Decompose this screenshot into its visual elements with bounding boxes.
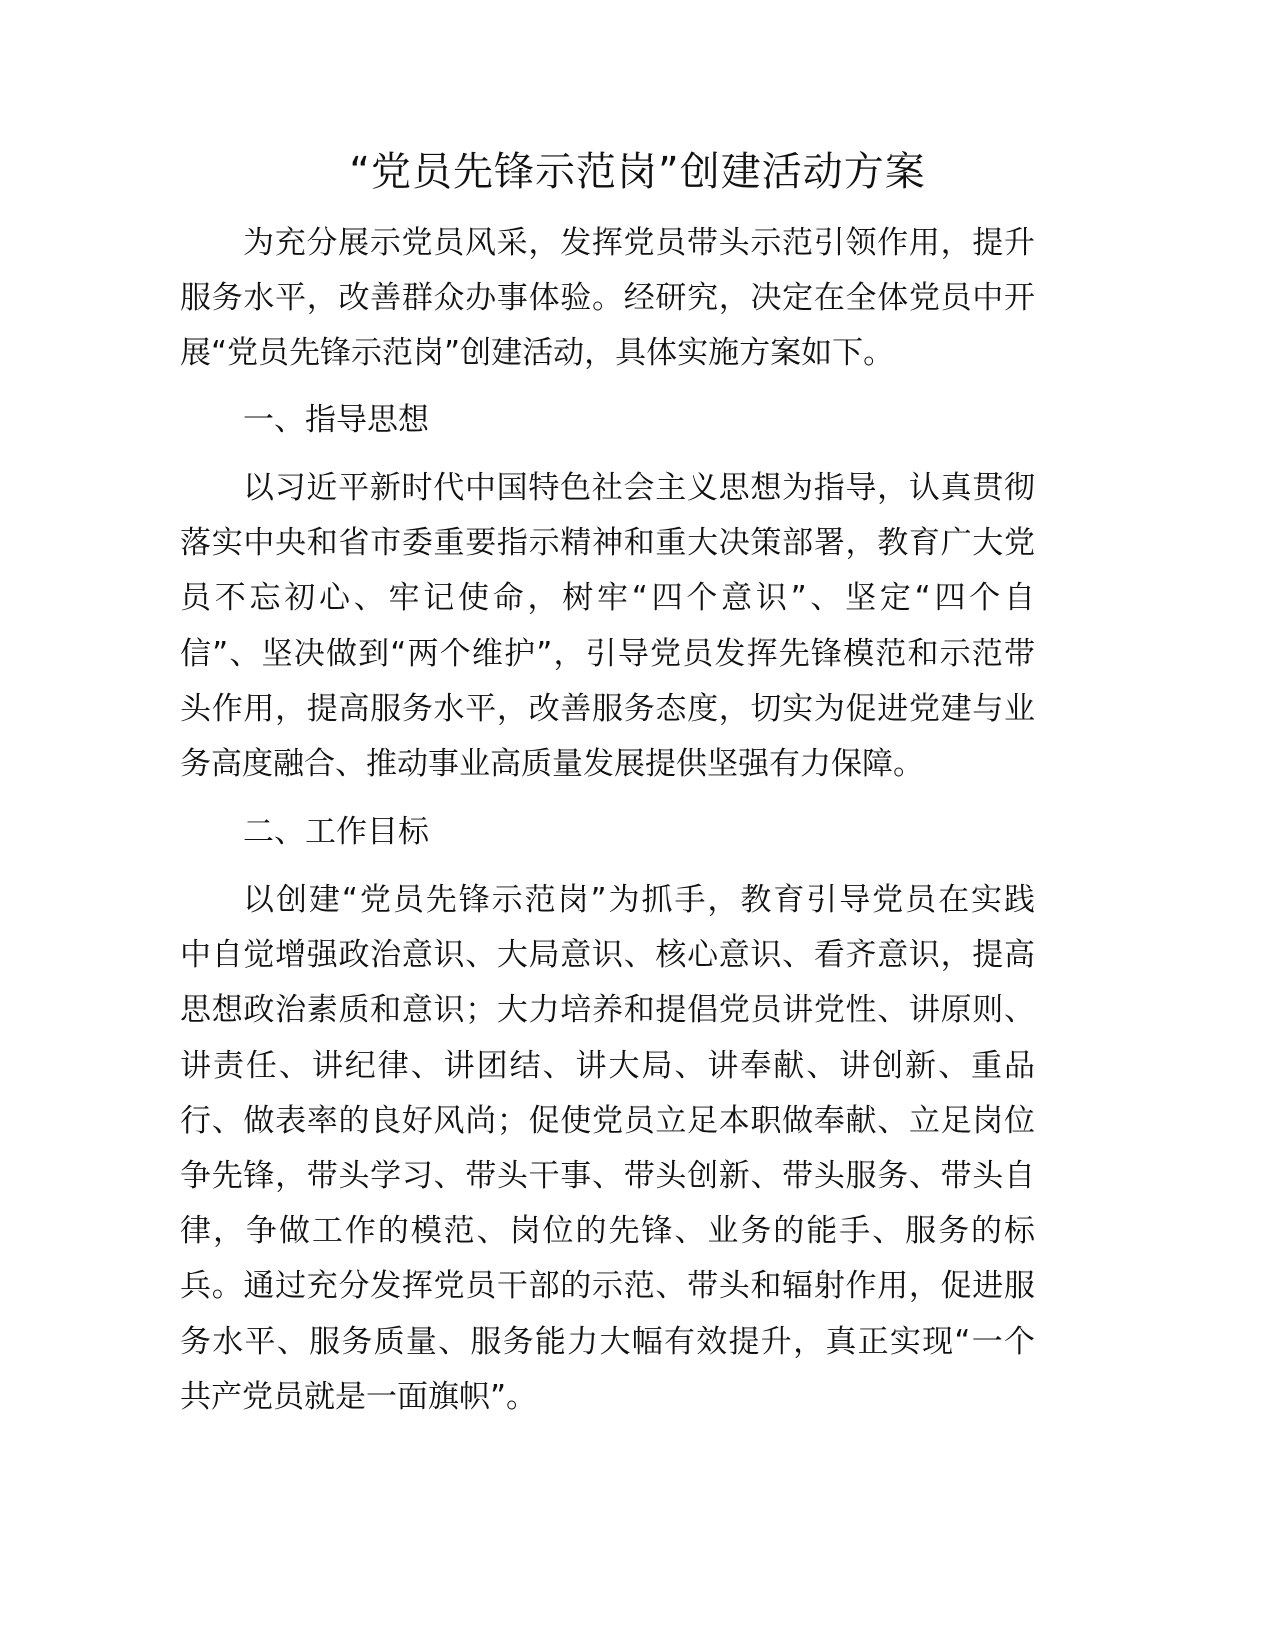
paragraph xyxy=(180,873,1035,1425)
text-line: 务水平、服务质量、服务能力大幅有效提升，真正实现“一个 xyxy=(180,1323,1035,1360)
text-line: 以创建“党员先锋示范岗”为抓手，教育引导党员在实践 xyxy=(243,882,1035,918)
text-line: 二、工作目标 xyxy=(243,814,429,850)
text-line: 行、做表率的良好风尚；促使党员立足本职做奉献、立足岗位 xyxy=(180,1102,1035,1139)
text-line: 以习近平新时代中国特色社会主义思想为指导，认真贯彻 xyxy=(243,470,1035,506)
text-line: 一、指导思想 xyxy=(243,402,429,438)
document-title: “党员先锋示范岗”创建活动方案 xyxy=(349,149,926,195)
paragraph xyxy=(180,216,1035,382)
text-line: 为充分展示党员风采，发挥党员带头示范引领作用，提升 xyxy=(243,225,1035,261)
paragraph xyxy=(180,461,1035,792)
text-line: 共产党员就是一面旗帜”。 xyxy=(180,1378,538,1415)
text-line: 中自觉增强政治意识、大局意识、核心意识、看齐意识，提高 xyxy=(180,937,1035,974)
text-line: 务高度融合、推动事业高质量发展提供坚强有力保障。 xyxy=(180,745,924,782)
text-line: 信”、坚决做到“两个维护”，引导党员发挥先锋模范和示范带 xyxy=(180,635,1035,672)
text-line: 展“党员先锋示范岗”创建活动，具体实施方案如下。 xyxy=(180,335,895,372)
text-line: 兵。通过充分发挥党员干部的示范、带头和辐射作用，促进服 xyxy=(180,1268,1035,1305)
text-line: 讲责任、讲纪律、讲团结、讲大局、讲奉献、讲创新、重品 xyxy=(180,1047,1035,1084)
section-heading xyxy=(180,393,1035,448)
text-line: 落实中央和省市委重要指示精神和重大决策部署，教育广大党 xyxy=(180,525,1035,562)
text-line: 争先锋，带头学习、带头干事、带头创新、带头服务、带头自 xyxy=(180,1157,1035,1194)
section-heading xyxy=(180,805,1035,860)
text-line: 员不忘初心、牢记使命，树牢“四个意识”、坚定“四个自 xyxy=(180,580,1035,617)
text-line: 律，争做工作的模范、岗位的先锋、业务的能手、服务的标 xyxy=(180,1213,1035,1250)
text-line: 头作用，提高服务水平，改善服务态度，切实为促进党建与业 xyxy=(180,690,1035,727)
text-line: 思想政治素质和意识；大力培养和提倡党员讲党性、讲原则、 xyxy=(180,992,1035,1029)
text-line: 服务水平，改善群众办事体验。经研究，决定在全体党员中开 xyxy=(180,280,1035,317)
